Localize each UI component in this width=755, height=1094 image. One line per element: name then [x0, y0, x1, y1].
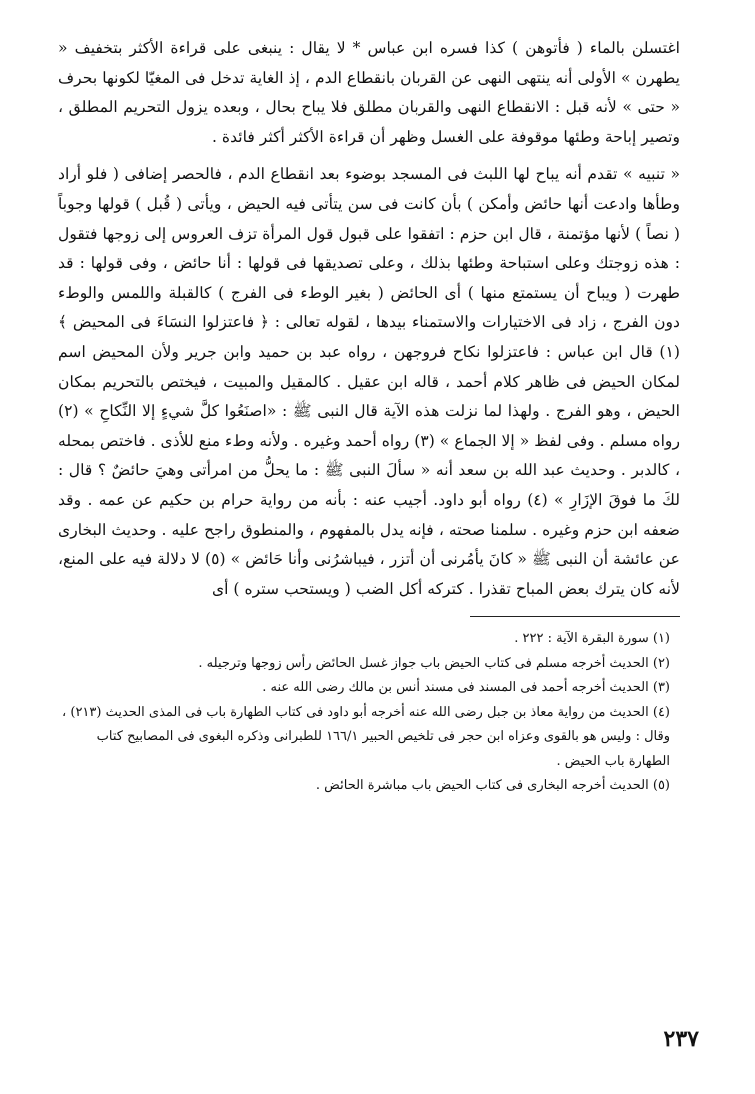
- footnote: (٤) الحديث من رواية معاذ بن جبل رضى الله عنه أخرجه أبو داود فى كتاب الطهارة باب فى المذى الحديث (٢١٣) ، وقال : وليس هو بالقوى وعزاه ابن حجر فى تلخيص الحبير ١٦٦/١ للطبرانى وذكره البغوى فى المصابيح كتاب الطهارة باب الحيض .: [62, 704, 670, 769]
- paragraph: « تنبيه » تقدم أنه يباح لها اللبث فى المسجد بوضوء بعد انقطاع الدم ، فالحصر إضافى ( فلو أراد وطأها وادعت أنها حائض وأمكن ) بأن كانت فى سن يتأتى فيه الحيض ، ويأتى ( قُبل ) قولها وجوباً ( نصاً ) لأنها مؤتمنة ، قال ابن حزم : اتفقوا على قبول قول المرأة تزف العروس إلى زوجها فتقول : هذه زوجتك وعلى استباحة وطئها بذلك ، وعلى تصديقها فى قولها : أنا حائض ، وفى قولها : قد طهرت ( ويباح أن يستمتع منها ) أى الحائض ( بغير الوطء فى الفرج ) كالقبلة واللمس والوطء دون الفرج ، زاد فى الاختيارات والاستمناء بيدها ، لقوله تعالى : ﴿ فاعتزلوا النسَاءَ فى المحيض ﴾ (١) قال ابن عباس : فاعتزلوا نكاح فروجهن ، رواه عبد بن حميد وابن جرير ولأن المحيض اسم لمكان الحيض فى ظاهر كلام أحمد ، قاله ابن عقيل . كالمقيل والمبيت ، فيختص بالتحريم بمكان الحيض ، وهو الفرج . ولهذا لما نزلت هذه الآية قال النبى ﷺ : «اصنَعُوا كلَّ شيءٍ إلا النِّكاحِ » (٢) رواه مسلم . وفى لفظ « إلا الجماع » (٣) رواه أحمد وغيره . ولأنه وطء منع للأذى . فاختص بمحله ، كالدبر . وحديث عبد الله بن سعد أنه « سألَ النبى ﷺ : ما يحلُّ من امرأتى وهيَ حائضٌ ؟ قال : لكَ ما فوقَ الإزَارِ » (٤) رواه أبو داود. أجيب عنه : بأنه من رواية حرام بن حكيم عن عمه . وقد ضعفه ابن حزم وغيره . سلمنا صحته ، فإنه يدل بالمفهوم ، والمنطوق راجح عليه . وحديث البخارى عن عائشة أن النبى ﷺ « كانَ يأمُرنى أن أتزر ، فيباشرُنى وأنا حَائض » (٥) لا دلالة فيه على المنع، لأنه كان يترك بعض المباح تقذرا . كتركه أكل الضب ( ويستحب ستره ) أى: [58, 165, 680, 598]
- footnote-divider: [470, 616, 680, 617]
- main-text: [58, 34, 680, 604]
- footnote: (١) سورة البقرة الآية : ٢٢٢ .: [514, 631, 670, 647]
- page-number: ٢٣٧: [663, 1026, 699, 1052]
- document-page: [58, 34, 680, 799]
- footnote: (٥) الحديث أخرجه البخارى فى كتاب الحيض باب مباشرة الحائض .: [315, 778, 670, 794]
- paragraph: اغتسلن بالماء ( فأتوهن ) كذا فسره ابن عباس * لا يقال : ينبغى على قراءة الأكثر بتخفيف « يطهرن » الأولى أنه ينتهى النهى عن القربان بانقطاع الدم ، إذ الغاية تدخل فى المغيّا لكونها بحرف « حتى » لأنه قبل : الانقطاع النهى والقربان مطلق فلا يباح بحال ، وبعده يزول التحريم المطلق ، وتصير إباحة وطئها موقوفة على الغسل وظهر أن قراءة الأكثر أكثر فائدة .: [58, 39, 680, 146]
- footnotes: [58, 627, 680, 799]
- footnote: (٣) الحديث أخرجه أحمد فى المسند فى مسند أنس بن مالك رضى الله عنه .: [262, 680, 670, 696]
- footnote: (٢) الحديث أخرجه مسلم فى كتاب الحيض باب جواز غسل الحائض رأس زوجها وترجيله .: [198, 655, 670, 671]
